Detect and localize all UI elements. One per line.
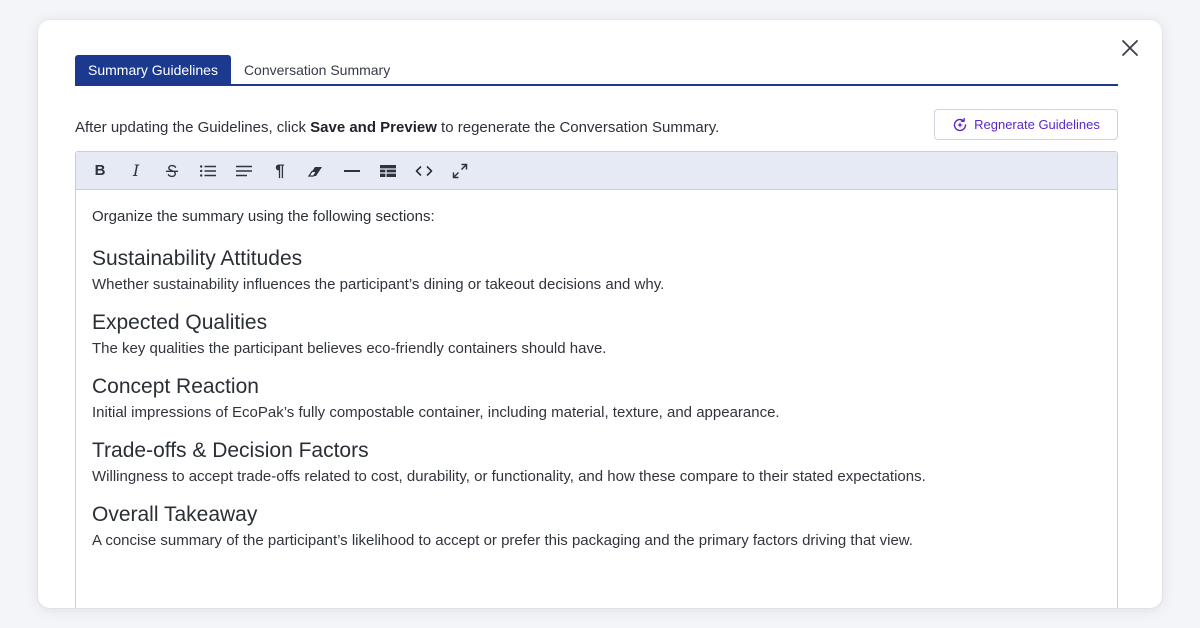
section-expected-qualities <box>92 311 1101 359</box>
section-body: Initial impressions of EcoPak’s fully compostable container, including material, texture, and appearance. <box>92 404 780 421</box>
tab-conversation-summary[interactable]: Conversation Summary <box>243 61 391 78</box>
tab-bar <box>75 55 1118 86</box>
horizontal-rule-icon <box>343 163 361 179</box>
section-overall-takeaway <box>92 503 1101 551</box>
section-body: A concise summary of the participant’s likelihood to accept or prefer this packaging and the primary factors driving that view. <box>92 532 913 549</box>
section-heading: Overall Takeaway <box>92 503 258 526</box>
strikethrough-button[interactable] <box>154 156 190 186</box>
hint-bold: Save and Preview <box>310 119 437 136</box>
bullet-list-icon <box>199 163 217 179</box>
section-heading: Concept Reaction <box>92 375 259 398</box>
align-left-button[interactable] <box>226 156 262 186</box>
table-icon <box>379 163 397 179</box>
align-left-icon <box>235 163 253 179</box>
regenerate-guidelines-button[interactable] <box>934 109 1118 140</box>
hint-after: to regenerate the Conversation Summary. <box>436 119 720 136</box>
table-button[interactable] <box>370 156 406 186</box>
strikethrough-icon <box>164 163 180 179</box>
regenerate-label: Regnerate Guidelines <box>974 117 1100 132</box>
section-body: Whether sustainability influences the participant’s dining or takeout decisions and why. <box>92 276 665 293</box>
fullscreen-button[interactable] <box>442 156 478 186</box>
clear-format-button[interactable] <box>298 156 334 186</box>
editor-content[interactable] <box>76 190 1117 551</box>
section-trade-offs <box>92 439 1101 487</box>
code-button[interactable] <box>406 156 442 186</box>
editor-toolbar <box>76 152 1117 190</box>
code-icon <box>415 163 433 179</box>
section-body: Willingness to accept trade-offs related to cost, durability, or functionality, and how these compare to their stated expectations. <box>92 468 926 485</box>
bullet-list-button[interactable] <box>190 156 226 186</box>
rich-text-editor[interactable] <box>75 151 1118 608</box>
intro-text: Organize the summary using the following sections: <box>92 208 435 225</box>
hint-before: After updating the Guidelines, click <box>75 119 311 136</box>
paragraph-button[interactable] <box>262 156 298 186</box>
sparkle-refresh-icon <box>952 117 968 133</box>
horizontal-rule-button[interactable] <box>334 156 370 186</box>
section-sustainability <box>92 247 1101 295</box>
italic-button[interactable]: I <box>132 161 140 180</box>
section-heading: Expected Qualities <box>92 311 268 334</box>
guidelines-modal <box>38 20 1162 608</box>
eraser-icon <box>307 163 325 179</box>
section-heading: Sustainability Attitudes <box>92 247 303 270</box>
close-button[interactable] <box>1120 38 1140 58</box>
expand-icon <box>451 162 469 180</box>
section-concept-reaction <box>92 375 1101 423</box>
section-body: The key qualities the participant believes eco-friendly containers should have. <box>92 340 607 357</box>
instruction-text <box>75 119 719 136</box>
close-icon[interactable] <box>1120 38 1140 58</box>
bold-button[interactable]: B <box>94 162 106 179</box>
paragraph-icon: ¶ <box>275 160 285 180</box>
tab-summary-guidelines[interactable]: Summary Guidelines <box>75 55 231 84</box>
section-heading: Trade-offs & Decision Factors <box>92 439 369 462</box>
